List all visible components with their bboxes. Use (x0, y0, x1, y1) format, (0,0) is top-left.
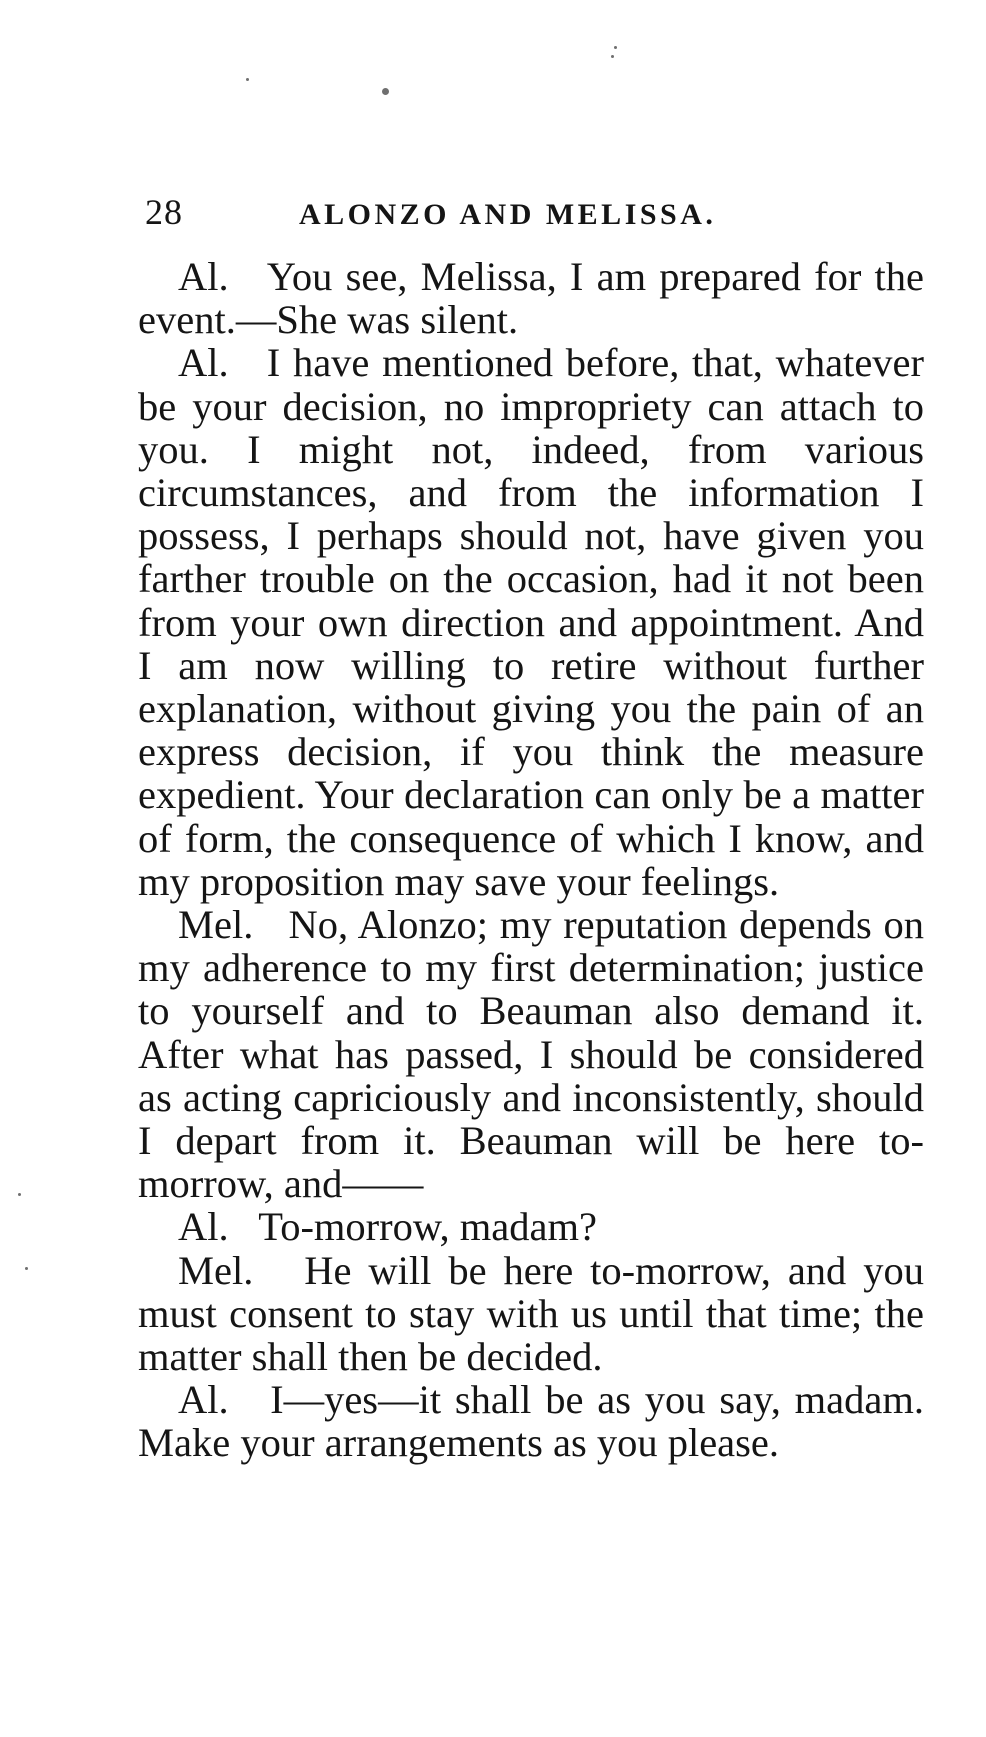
speaker-label: Al. (178, 1204, 229, 1250)
running-head (145, 190, 945, 237)
speaker-label: Mel. (178, 902, 254, 948)
ink-speck (18, 1193, 21, 1196)
book-title: ALONZO AND MELISSA. (299, 198, 717, 231)
dialogue-paragraph (138, 255, 924, 341)
page-number: 28 (145, 192, 183, 232)
paragraph-text: I have mentioned before, that, whatever be your decision, no impropriety can attach to you. I might not, indeed, from various circumstances, and from the information I possess, I perhaps should not, have given you farther trouble on the occasion, had it not been from your own direction and appointment. And I am now willing to retire without further explanation, without giving you the pain of an express decision, if you think the measure expedient. Your declaration can only be a matter of form, the consequence of which I know, and my proposition may save your feelings. (138, 340, 925, 904)
dialogue-paragraph (138, 1249, 924, 1379)
ink-speck (246, 78, 249, 81)
speaker-label: Al. (178, 340, 229, 386)
paragraph-text: To-morrow, madam? (258, 1204, 597, 1250)
dialogue-paragraph (138, 903, 924, 1205)
ink-speck (25, 1267, 28, 1270)
speaker-label: Mel. (178, 1247, 254, 1293)
dialogue-paragraph (138, 1378, 924, 1464)
dialogue-paragraph (138, 1205, 924, 1248)
paragraph-text: I—yes—it shall be as you say, madam. Make your arrangements as you please. (138, 1377, 925, 1466)
ink-speck (611, 55, 614, 58)
body-text (138, 255, 924, 1465)
ink-speck (382, 88, 389, 95)
ink-speck (614, 46, 617, 49)
speaker-label: Al. (178, 1377, 229, 1423)
paragraph-text: You see, Melissa, I am prepared for the event.—She was silent. (138, 254, 925, 343)
paragraph-text: He will be here to-morrow, and you must consent to stay with us until that time; the matter shall then be decided. (138, 1247, 925, 1380)
speaker-label: Al. (178, 254, 229, 299)
paragraph-text: No, Alonzo; my reputation depends on my adherence to my first determination; justice to yourself and to Beauman also demand it. After what has passed, I should be considered as acting capriciously and inconsistently, should I depart from it. Beauman will be here to-morrow, and—— (138, 902, 925, 1207)
dialogue-paragraph (138, 341, 924, 903)
